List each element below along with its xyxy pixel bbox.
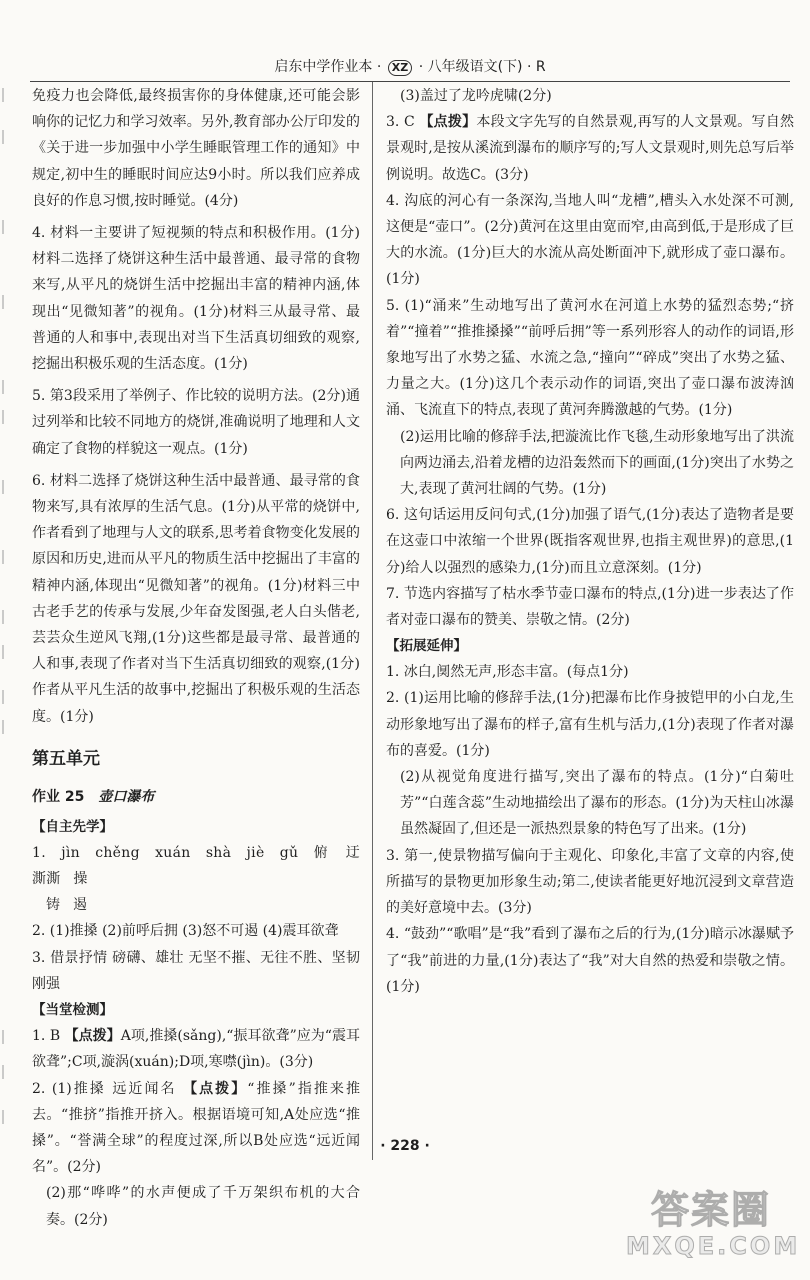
answer-key: 2. (1)推搡 远近闻名	[32, 1080, 184, 1097]
section-heading-self-study: 【自主先学】	[32, 818, 113, 835]
site-watermark-logo	[626, 1188, 801, 1272]
answer-item-3	[386, 109, 794, 188]
lesson-heading	[32, 784, 360, 810]
header-book-title: 启东中学作业本 ·	[274, 59, 382, 75]
publisher-logo-icon: XZ	[388, 60, 412, 76]
answer-item-2-sub: (2)那“哗哗”的水声便成了千万架织布机的大合奏。(2分)	[46, 1185, 360, 1228]
answer-item-6: 6. 这句话运用反问句式,(1分)加强了语气,(1分)表达了造物者是要在这壶口中浓缩一个世界(既指客观世界,也指主观世界)的意思,(1分)给人以强烈的感染力,(1分)而且立意深刻。(1分)	[386, 507, 794, 576]
header-rule	[30, 81, 790, 82]
answer-item-5-sub: (2)运用比喻的修辞手法,把漩流比作飞毯,生动形象地写出了洪流向两边涌去,沿着龙槽的边沿轰然而下的画面,(1分)突出了水势之大,表现了黄河壮阔的气势。(1分)	[400, 428, 794, 498]
answer-item-4: 4. “鼓劲”“歌唱”是“我”看到了瀑布之后的行为,(1分)暗示冰瀑赋予了“我”前进的力量,(1分)表达了“我”对大自然的热爱和崇敬之情。(1分)	[386, 926, 794, 995]
watermark-url: MXQE.COM	[626, 1232, 801, 1260]
watermark-text: 答案圈	[650, 1188, 771, 1232]
binding-edge-marks	[2, 80, 14, 1180]
section-heading-class-check: 【当堂检测】	[32, 1002, 113, 1019]
column-divider	[372, 82, 373, 1160]
answer-item-2	[32, 1076, 360, 1181]
answer-paragraph: 免疫力也会降低,最终损害你的身体健康,还可能会影响你的记忆力和学习效率。另外,教育部办公厅印发的《关于进一步加强中小学生睡眠管理工作的通知》中规定,初中生的睡眠时间应达9小时。所以我们应养成良好的作息习惯,按时睡觉。(4分)	[32, 88, 360, 209]
answer-item-5: 5. (1)“涌来”生动地写出了黄河水在河道上水势的猛烈态势;“挤着”“撞着”“推推搡搡”“前呼后拥”等一系列形容人的动作的词语,形象地写出了水势之猛、水流之急,“撞向”“碎成”突出了水势之猛、力量之大。(1分)这几个表示动作的词语,突出了壶口瀑布波涛汹涌、飞流直下的特点,表现了黄河奔腾激越的气势。(1分)	[386, 297, 794, 419]
answer-key: 3. C	[386, 114, 420, 131]
tip-text: A项,推搡(sǎng),“振耳欲聋”应为“震耳欲聋”;C项,漩涡(xuán);D项,寒噤(jìn)。(3分)	[32, 1028, 361, 1071]
tip-label: 【点拨】	[419, 114, 477, 131]
tip-label: 【点拨】	[64, 1028, 121, 1045]
section-heading-extension: 【拓展延伸】	[386, 638, 467, 655]
answer-item-1: 1. 冰白,阒然无声,形态丰富。(每点1分)	[386, 664, 629, 681]
answer-item-2-sub3: (3)盖过了龙吟虎啸(2分)	[400, 88, 552, 104]
answer-item-2-sub: (2)从视觉角度进行描写,突出了瀑布的特点。(1分)“白菊吐芳”“白莲含蕊”生动地描绘出了瀑布的形态。(1分)为天柱山冰瀑虽然凝固了,但还是一派热烈景象的特色写了出来。(1分)	[400, 769, 794, 838]
lesson-number: 作业 25	[32, 788, 85, 805]
tip-text: 本段文字先写的自然景观,再写的人文景观。写自然景观时,是按从溪流到瀑布的顺序写的;写人文景观时,则先总写后举例说明。故选C。(3分)	[386, 114, 794, 183]
answer-item-4: 4. 材料一主要讲了短视频的特点和积极作用。(1分)材料二选择了烧饼这种生活中最普通、最寻常的食物来写,从平凡的烧饼生活中挖掘出丰富的精神内涵,体现出“见微知著”的视角。(1分)材料三从最寻常、最普通的人和事中,表现出对当下生活真切细致的观察,挖掘出积极乐观的生活态度。(1分)	[32, 225, 360, 373]
answer-item-7: 7. 节选内容描写了枯水季节壶口瀑布的特点,(1分)进一步表达了作者对壶口瀑布的赞美、崇敬之情。(2分)	[386, 585, 794, 629]
answer-item-4: 4. 沟底的河心有一条深沟,当地人叫“龙槽”,槽头入水处深不可测,这便是“壶口”。(2分)黄河在这里由宽而窄,由高到低,于是形成了巨大的水流。(1分)巨大的水流从高处断面冲下,就形成了壶口瀑布。(1分)	[386, 192, 794, 288]
answer-key: 1. B	[32, 1028, 65, 1045]
tip-text: “推搡”指推来推去。“推挤”指推开挤入。根据语境可知,A处应选“推搡”。“誉满全球”的程度过深,所以B处应选“远近闻名”。(2分)	[32, 1080, 360, 1176]
header-grade-subject: · 八年级语文(下) · R	[418, 59, 546, 75]
right-column	[386, 83, 794, 1000]
answer-item-2: 2. (1)运用比喻的修辞手法,(1分)把瀑布比作身披铠甲的小白龙,生动形象地写出了瀑布的样子,富有生机与活力,(1分)表现了作者对瀑布的喜爱。(1分)	[386, 690, 794, 759]
answer-item-2: 2. (1)推搡 (2)前呼后拥 (3)怒不可遏 (4)震耳欲聋	[32, 923, 339, 940]
page-number: · 228 ·	[380, 1138, 430, 1154]
answer-item-3: 3. 借景抒情 磅礴、雄壮 无坚不摧、无往不胜、坚韧刚强	[32, 949, 360, 992]
answer-item-3: 3. 第一,使景物描写偏向于主观化、印象化,丰富了文章的内容,使所描写的景物更加形象生动;第二,使读者能更好地沉浸到文章营造的美好意境中去。(3分)	[386, 847, 794, 917]
answer-item-5: 5. 第3段采用了举例子、作比较的说明方法。(2分)通过列举和比较不同地方的烧饼,准确说明了地理和人文确定了食物的样貌这一观点。(1分)	[32, 388, 360, 457]
answer-item-1: 1. jìn chěng xuán shà jiè gǔ 俯 迂 澌澌 操	[32, 844, 360, 888]
running-header	[30, 56, 790, 78]
answer-item-1-cont: 铸 遏	[46, 897, 88, 914]
left-column	[32, 83, 360, 1233]
answer-item-1	[32, 1023, 360, 1075]
lesson-title: 壶口瀑布	[98, 788, 155, 805]
unit-heading: 第五单元	[32, 748, 100, 769]
answer-item-6: 6. 材料二选择了烧饼这种生活中最普通、最寻常的食物来写,具有浓厚的生活气息。(1分)从平常的烧饼中,作者看到了地理与人文的联系,思考着食物变化发展的原因和历史,进而从平凡的物质生活中挖掘出了丰富的精神内涵,体现出“见微知著”的视角。(1分)材料三中古老手艺的传承与发展,少年奋发图强,老人白头偕老,芸芸众生逆风飞翔,(1分)这些都是最寻常、最普通的人和事,表现了作者对当下生活真切细致的观察,(1分)作者从平凡生活的故事中,挖掘出了积极乐观的生活态度。(1分)	[32, 472, 360, 725]
tip-label: 【点拨】	[183, 1080, 248, 1097]
